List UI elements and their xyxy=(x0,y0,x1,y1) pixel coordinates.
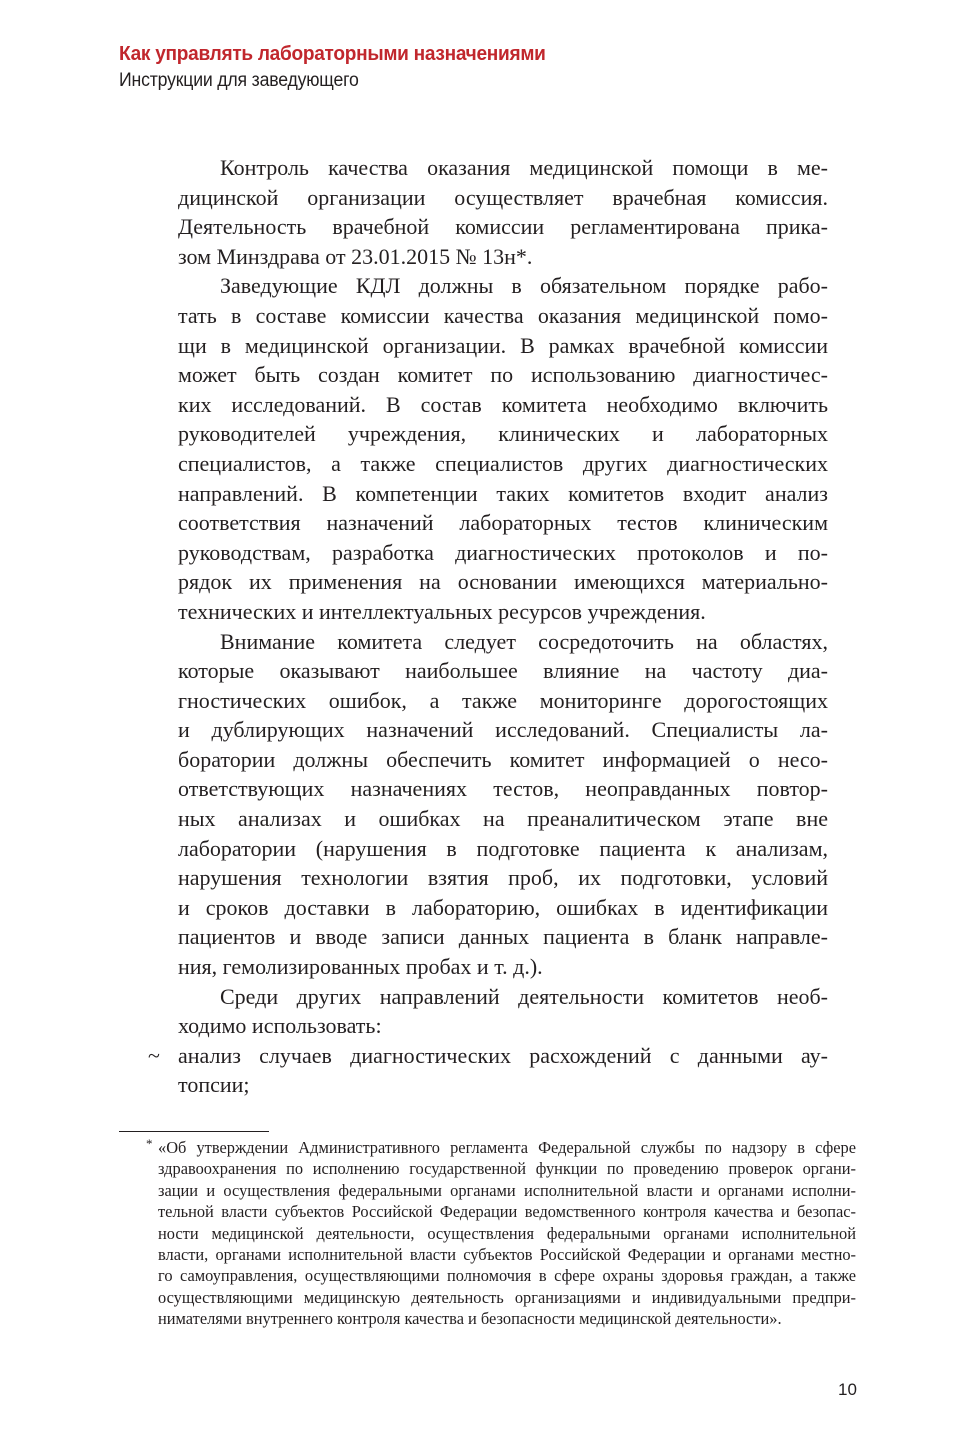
tilde-bullet-icon: ~ xyxy=(148,1043,160,1068)
body-text xyxy=(178,153,828,1100)
header-subtitle: Инструкции для заведующего xyxy=(119,70,359,91)
body-line: дицинской организации осуществляет врачебная комиссия. xyxy=(178,184,828,210)
body-line: рядок их применения на основании имеющихся материально- xyxy=(178,569,828,595)
body-line: ния, гемолизированных пробах и т. д.). xyxy=(178,954,543,980)
body-line: боратории должны обеспечить комитет информацией о несо- xyxy=(178,746,828,772)
footnote-line: го самоуправления, осуществляющими полномочия в сфере охраны здоровья граждан, а также xyxy=(158,1266,856,1286)
body-line: щи в медицинской организации. В рамках врачебной комиссии xyxy=(178,332,828,358)
footnote-line: ности медицинской деятельности, осуществления федеральными органами исполнительной xyxy=(158,1223,856,1243)
header-title: Как управлять лабораторными назначениями xyxy=(119,42,546,65)
footnote xyxy=(158,1137,856,1330)
body-line: направлений. В компетенции таких комитетов входит анализ xyxy=(178,480,828,506)
body-line: Заведующие КДЛ должны в обязательном порядке рабо- xyxy=(220,273,828,299)
body-line: которые оказывают наибольшее влияние на частоту диа- xyxy=(178,658,828,684)
footnote-line: власти, органами исполнительной власти субъектов Российской Федерации и органами местно- xyxy=(158,1244,856,1264)
body-line: ких исследований. В состав комитета необходимо включить xyxy=(178,391,828,417)
body-line: специалистов, а также специалистов других диагностических xyxy=(178,450,828,476)
body-line: Контроль качества оказания медицинской помощи в ме- xyxy=(220,155,828,180)
body-line: может быть создан комитет по использованию диагностичес- xyxy=(178,362,828,388)
footnote-line: тельной власти субъектов Российской Федерации ведомственного контроля качества и безопас- xyxy=(158,1202,856,1222)
body-line: гностических ошибок, а также мониторинге дорогостоящих xyxy=(178,687,828,713)
body-line: Среди других направлений деятельности комитетов необ- xyxy=(220,983,828,1009)
footnote-marker: * xyxy=(146,1136,153,1151)
footnote-line: нимателями внутреннего контроля качества и безопасности медицинской деятельности». xyxy=(158,1309,782,1329)
footnote-divider xyxy=(119,1131,269,1132)
body-line: Внимание комитета следует сосредоточить на областях, xyxy=(220,628,828,654)
body-line: руководствам, разработка диагностических протоколов и по- xyxy=(178,539,828,565)
body-line: пациентов и вводе записи данных пациента в бланк направле- xyxy=(178,924,828,950)
body-line: ных анализах и ошибках на преаналитическом этапе вне xyxy=(178,806,828,832)
body-line: технических и интеллектуальных ресурсов учреждения. xyxy=(178,598,706,624)
bullet-item-line: топсии; xyxy=(178,1072,250,1098)
footnote-line: зации и осуществления федеральными органами исполнительной власти и органами исполни- xyxy=(158,1180,856,1200)
footnote-line: здравоохранения по исполнению государственной функции по проведению проверок органи- xyxy=(158,1159,856,1179)
page-number: 10 xyxy=(838,1380,857,1399)
body-line: лаборатории (нарушения в подготовке пациента к анализам, xyxy=(178,835,828,861)
body-line: ответствующих назначениях тестов, неоправданных повтор- xyxy=(178,776,828,802)
running-header xyxy=(119,40,578,94)
bullet-item-line: анализ случаев диагностических расхождений с данными ау- xyxy=(178,1042,828,1068)
body-line: руководителей учреждения, клинических и лабораторных xyxy=(178,421,828,447)
body-line: и сроков доставки в лабораторию, ошибках в идентификации xyxy=(178,894,828,920)
body-line: зом Минздрава от 23.01.2015 № 13н*. xyxy=(178,243,533,269)
footnote-line: осуществляющими медицинскую деятельность организациями и индивидуальными предпри- xyxy=(158,1287,856,1307)
body-line: соответствия назначений лабораторных тестов клиническим xyxy=(178,510,828,536)
body-line: нарушения технологии взятия проб, их подготовки, условий xyxy=(178,865,828,891)
body-line: Деятельность врачебной комиссии регламентирована прика- xyxy=(178,214,828,240)
body-line: и дублирующих назначений исследований. Специалисты ла- xyxy=(178,717,828,743)
body-line: ходимо использовать: xyxy=(178,1013,382,1039)
body-line: тать в составе комиссии качества оказания медицинской помо- xyxy=(178,302,828,328)
footnote-line: «Об утверждении Административного регламента Федеральной службы по надзору в сфере xyxy=(158,1138,856,1157)
